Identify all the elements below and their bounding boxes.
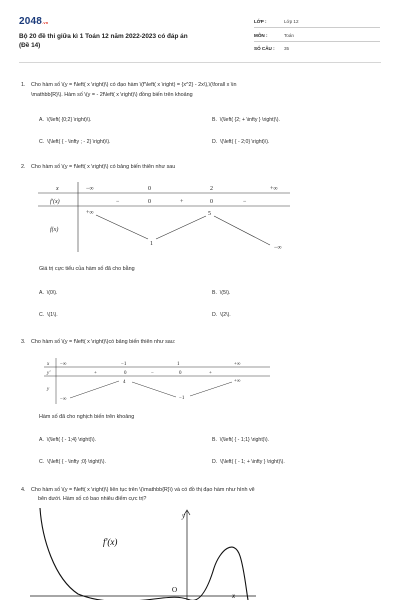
option-c[interactable]: C. \(\left( { - \infty ; - 2} \right)\). — [39, 139, 111, 145]
question-3-prompt: Hàm số đã cho nghịch biến trên khoảng — [39, 414, 135, 420]
table-sign: 0 — [124, 371, 127, 376]
option-d[interactable]: D. \(\left( { - 1; + \infty } \right)\). — [212, 459, 285, 465]
table-y-value: 4 — [123, 380, 126, 385]
question-4 — [21, 485, 383, 503]
table-sign: 0 — [148, 199, 151, 205]
option-a[interactable]: A. \(\left( { - 1;4} \right)\). — [39, 437, 97, 443]
question-number: 3. — [21, 339, 26, 345]
variation-arrows — [96, 215, 270, 245]
question-number: 1. — [21, 82, 26, 88]
variation-table-q2 — [38, 182, 290, 252]
table-sign: 0 — [179, 371, 182, 376]
table-x-value: 0 — [148, 186, 151, 192]
table-y-value: −∞ — [60, 397, 67, 402]
variation-arrows — [70, 381, 232, 398]
option-d[interactable]: D. \(2\). — [212, 312, 231, 318]
table-x-label: x — [56, 186, 59, 192]
table-sign: − — [151, 371, 154, 376]
option-d[interactable]: D. \(\left( { - 2;0} \right)\). — [212, 139, 270, 145]
question-text-line2: \mathbb{R}\). Hàm số \(y = - 2f\left( x \right)\) đồng biến trên khoảng — [31, 92, 193, 98]
table-sign: + — [209, 371, 212, 376]
question-text: Cho hàm số \(y = f\left( x \right)\)có bảng biến thiên như sau: — [31, 339, 176, 345]
question-text-line2: bên dưới. Hàm số có bao nhiêu điểm cực trị? — [38, 496, 147, 502]
question-2 — [21, 162, 175, 172]
document-title-line1: Bộ 20 đề thi giữa kì 1 Toán 12 năm 2022-2023 có đáp án — [19, 33, 188, 40]
divider — [254, 27, 380, 28]
graph-x-label: x — [232, 592, 236, 600]
option-b[interactable]: B. \(\left( {2; + \infty } \right)\). — [212, 117, 280, 123]
table-sign: − — [243, 199, 247, 205]
table-x-value: 2 — [210, 186, 213, 192]
logo-text: 2048 — [19, 16, 43, 27]
site-logo[interactable] — [19, 16, 48, 27]
derivative-curve — [190, 547, 248, 600]
question-2-prompt: Giá trị cực tiểu của hàm số đã cho bằng — [39, 266, 135, 272]
option-c[interactable]: C. \(1\). — [39, 312, 58, 318]
document-title-line2: (Đề 14) — [19, 42, 41, 49]
table-fp-label: f'(x) — [50, 199, 60, 205]
table-sign: + — [94, 371, 97, 376]
question-number: 2. — [21, 164, 26, 170]
table-y-label: y — [47, 387, 50, 392]
table-x-label: x — [47, 362, 50, 367]
table-f-label: f(x) — [50, 227, 59, 233]
table-f-value: −∞ — [274, 245, 282, 251]
derivative-graph — [30, 508, 260, 600]
header-divider — [19, 62, 381, 63]
table-x-value: +∞ — [234, 362, 241, 367]
question-1 — [21, 80, 383, 100]
option-b[interactable]: B. \(\left( { - 1;1} \right)\). — [212, 437, 270, 443]
table-sign: + — [180, 199, 184, 205]
table-yp-label: y' — [47, 371, 51, 376]
table-x-value: 1 — [177, 362, 180, 367]
graph-y-label: y — [182, 512, 186, 520]
class-value: Lớp 12 — [284, 19, 299, 24]
question-text-line1: Cho hàm số \(y = f\left( x \right)\) liên tục trên \(\mathbb{R}\) và có đồ thị đạo hàm như hình vẽ — [31, 487, 255, 493]
table-f-value: 1 — [150, 241, 153, 247]
table-x-value: +∞ — [270, 186, 278, 192]
subject-label: MÔN : — [254, 33, 268, 38]
question-text-line1: Cho hàm số \(y = f\left( x \right)\) có đạo hàm \(f'\left( x \right) = {x^2} - 2x\),\(\forall x \in — [31, 82, 237, 88]
table-sign: 0 — [210, 199, 213, 205]
table-x-value: −∞ — [60, 362, 67, 367]
divider — [254, 41, 380, 42]
derivative-curve — [40, 508, 190, 600]
table-sign: − — [116, 199, 120, 205]
graph-axes — [30, 510, 256, 600]
subject-value: Toán — [284, 33, 294, 38]
graph-curve-label: f'(x) — [103, 537, 118, 547]
logo-suffix: .vn — [42, 20, 49, 25]
graph-origin-label: O — [172, 586, 178, 594]
question-number: 4. — [21, 487, 26, 493]
count-value: 35 — [284, 46, 290, 51]
option-a[interactable]: A. \(\left( {0;2} \right)\). — [39, 117, 92, 123]
variation-table-q3 — [44, 358, 270, 404]
document-title — [19, 32, 229, 50]
table-x-value: −1 — [121, 362, 127, 367]
class-label: LỚP : — [254, 19, 267, 24]
option-c[interactable]: C. \(\left( { - \infty ;0} \right)\). — [39, 459, 106, 465]
table-x-value: −∞ — [86, 186, 94, 192]
table-y-value: +∞ — [234, 379, 241, 384]
table-f-value: +∞ — [86, 210, 94, 216]
option-b[interactable]: B. \(5\). — [212, 290, 231, 296]
question-text: Cho hàm số \(y = f\left( x \right)\) có bảng biến thiên như sau — [31, 164, 176, 170]
count-label: SỐ CÂU : — [254, 46, 275, 51]
table-y-value: −1 — [179, 396, 185, 401]
option-a[interactable]: A. \(0\). — [39, 290, 58, 296]
table-f-value: 5 — [208, 211, 211, 217]
question-3 — [21, 337, 175, 347]
